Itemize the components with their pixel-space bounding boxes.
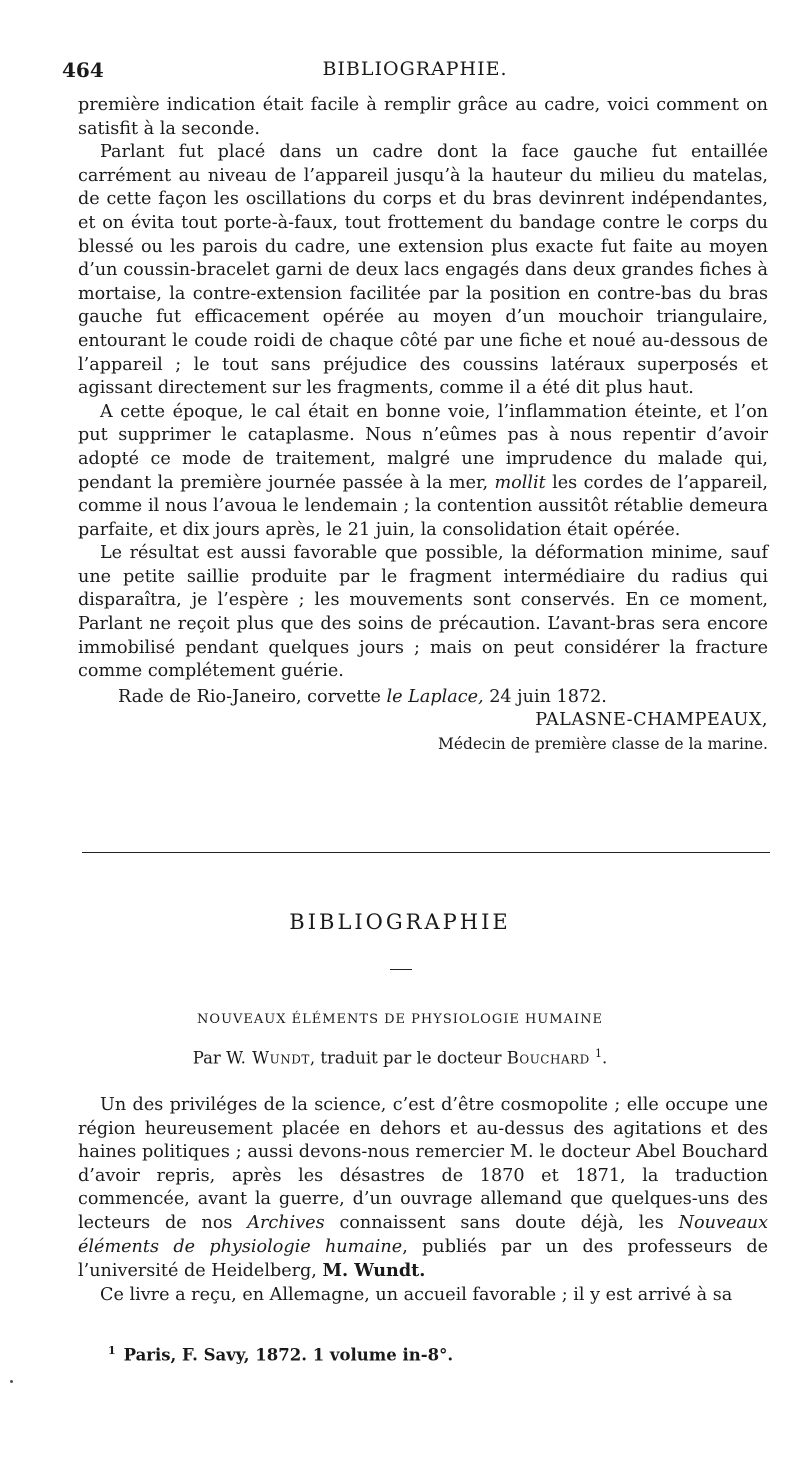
dateline-date: 24 juin 1872.	[489, 686, 607, 707]
footnote-text: Paris, F. Savy, 1872. 1 volume in-8°.	[123, 1345, 454, 1365]
translator-name: Bouchard	[506, 1048, 590, 1068]
paragraph	[78, 401, 768, 543]
author-name: W. Wundt	[226, 1048, 310, 1068]
byline-middle: , traduit par le docteur	[309, 1048, 502, 1068]
paragraph: première indication était facile à remplir grâce au cadre, voici comment on satisfit à la seconde.	[78, 95, 768, 139]
paragraph	[78, 1094, 768, 1284]
short-dash	[390, 969, 412, 970]
section-divider	[82, 852, 770, 853]
running-head	[62, 58, 768, 88]
article-title: NOUVEAUX ÉLÉMENTS DE PHYSIOLOGIE HUMAINE	[197, 1012, 603, 1027]
ship-name: le Laplace,	[386, 686, 484, 707]
running-title: BIBLIOGRAPHIE.	[322, 58, 508, 80]
author-mention: M. Wundt.	[322, 1260, 426, 1282]
text-run: , publiés par un des professeurs de l’université de Heidelberg,	[78, 1236, 768, 1282]
byline: Par W. Wundt, traduit par le docteur Bouchard $^1$.	[192, 1047, 608, 1068]
margin-speck	[10, 1380, 13, 1383]
paragraph: Le résultat est aussi favorable que possible, la déformation minime, sauf une petite saillie produite par le fragment intermédiaire du radius qui disparaîtra, je l’espère ; les mouvements sont conservés. En ce moment, Parlant ne reçoit plus que des soins de précaution. L’avant-bras sera encore immobilisé pendant quelques jours ; mais on peut considérer la fracture comme complétement guérie.	[78, 543, 768, 682]
footnote-ref: 1	[595, 1047, 603, 1060]
signature: PALASNE-CHAMPEAUX,	[535, 710, 768, 731]
paragraph: Ce livre a reçu, en Allemagne, un accueil favorable ; il y est arrivé à sa	[100, 1284, 733, 1305]
dateline-place: Rade de Rio-Janeiro, corvette	[118, 686, 381, 707]
dateline	[78, 686, 768, 710]
footnote	[108, 1344, 708, 1365]
text-run: A cette époque, le cal était en bonne voie, l’inflammation éteinte, et l’on put supprimer le cataplasme. Nous n’eûmes pas à nous repentir d’avoir adopté ce mode de traitement, malgré une imprudence du malade qui, pendant la première journée passée à la mer,	[78, 401, 768, 493]
paragraph: Parlant fut placé dans un cadre dont la face gauche fut entaillée carrément au niveau de l’appareil jusqu’à la hauteur du milieu du matelas, de cette façon les oscillations du corps et du bras devinrent indépendantes, et on évita tout porte-à-faux, tout frottement du bandage contre le corps du blessé ou les parois du cadre, une extension plus exacte fut faite au moyen d’un coussin-bracelet garni de deux lacs engagés dans deux grandes fiches à mortaise, la contre-extension facilitée par la position en contre-bas du bras gauche fut efficacement opérée au moyen d’un mouchoir triangulaire, entourant le coude roidi de chaque côté par une fiche et noué au-dessous de l’appareil ; le tout sans préjudice des coussins latéraux superposés et agissant directement sur les fragments, comme il a été dit plus haut.	[78, 142, 768, 399]
signature-role: Médecin de première classe de la marine.	[438, 735, 768, 754]
journal-name: Archives	[247, 1212, 325, 1233]
text-run: Un des priviléges de la science, c’est d’être cosmopolite ; elle occupe une région heureusement placée en dehors et au-dessus des agitations et des haines politiques ; aussi devons-nous remercier M. le docteur Abel Bouchard d’avoir repris, après les désastres de 1870 et 1871, la traduction commencée, avant la guerre, d’un ouvrage allemand que quelques-uns des lecteurs de nos	[78, 1095, 768, 1233]
book-title: Nouveaux éléments de physiologie humaine	[78, 1212, 768, 1257]
case-report-text	[78, 94, 768, 757]
footnote-mark: 1	[108, 1344, 116, 1357]
review-text	[78, 1094, 768, 1307]
italic-word: mollit	[494, 472, 546, 493]
text-run: les cordes de l’appareil, comme il nous l’avoua le lendemain ; la contention aussitôt rétablie demeura parfaite, et dix jours après, le 21 juin, la consolidation était opérée.	[78, 472, 769, 540]
section-title: BIBLIOGRAPHIE	[289, 910, 511, 934]
byline-par: Par	[192, 1048, 221, 1068]
text-run: connaissent sans doute déjà, les	[339, 1212, 664, 1233]
page-number: 464	[62, 58, 104, 82]
